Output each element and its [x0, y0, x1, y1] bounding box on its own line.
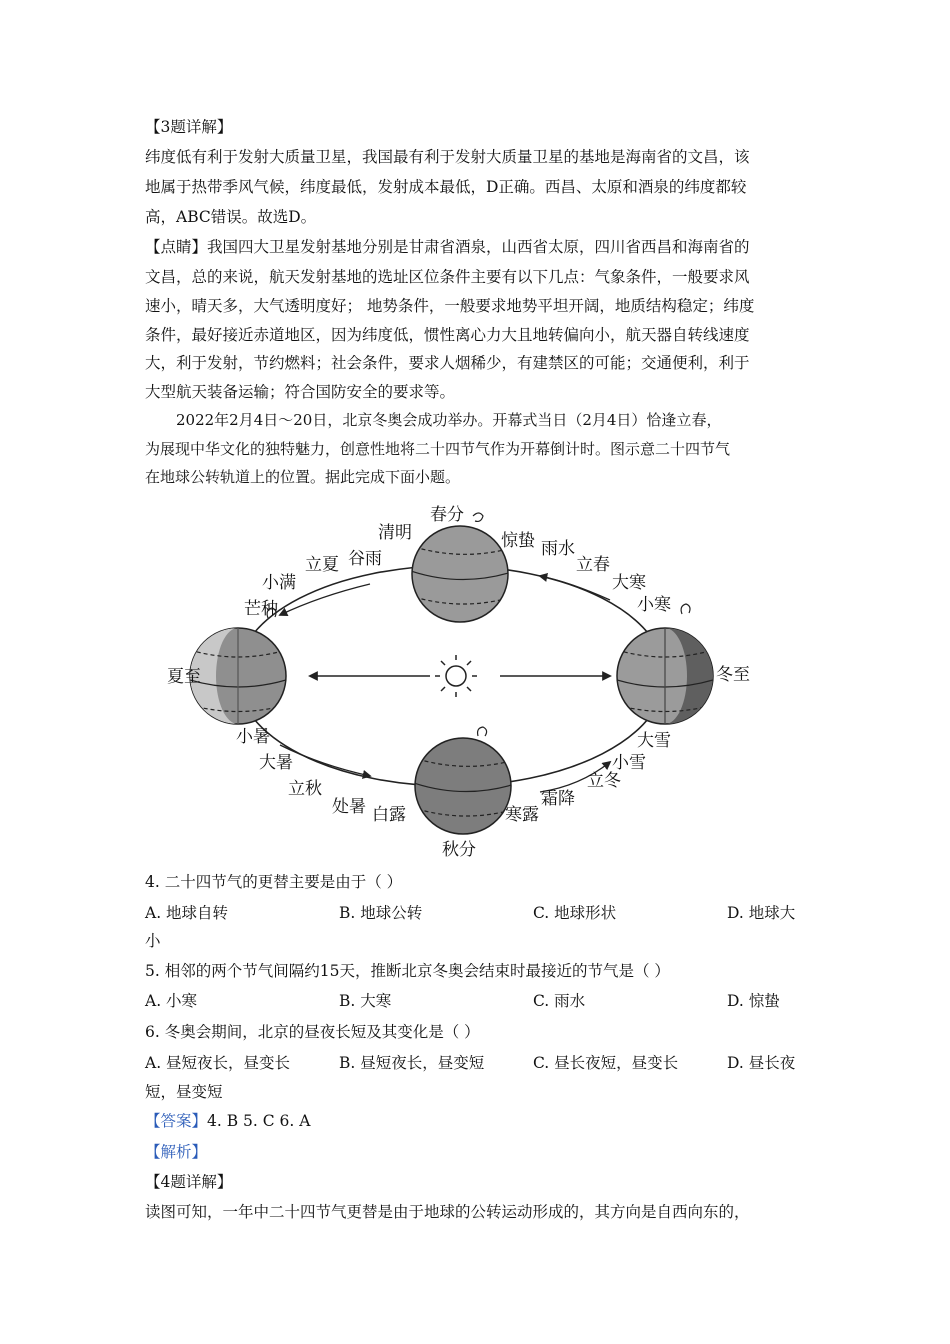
term-lichun: 立春: [576, 555, 610, 575]
q3-detail-line-1: 纬度低有利于发射大质量卫星，我国最有利于发射大质量卫星的基地是海南省的文昌，该: [145, 148, 750, 166]
tip-line-5: 大，利于发射，节约燃料；社会条件，要求人烟稀少，有建禁区的可能；交通便利，利于: [145, 354, 750, 372]
tip-line-3: 速小，晴天多，大气透明度好； 地势条件，一般要求地势平坦开阔，地质结构稳定；纬度: [145, 297, 755, 315]
term-dongzhi: 冬至: [716, 665, 750, 685]
globe-autumn-equinox: [411, 727, 515, 834]
term-dashu: 大暑: [259, 753, 293, 773]
passage-line-2: 为展现中华文化的独特魅力，创意性地将二十四节气作为开幕倒计时。图示意二十四节气: [145, 440, 731, 458]
term-guyu: 谷雨: [348, 549, 382, 569]
q4-option-c: C. 地球形状: [533, 904, 617, 922]
term-qiufen: 秋分: [442, 840, 476, 860]
term-xiaohan: 小寒: [637, 595, 671, 615]
q3-detail-heading: 【3题详解】: [145, 118, 233, 136]
term-bailu: 白露: [372, 805, 406, 825]
q4-detail-heading: 【4题详解】: [145, 1173, 233, 1191]
q6-option-b: B. 昼短夜长，昼变短: [339, 1054, 485, 1072]
q4-option-d: D. 地球大: [727, 904, 796, 922]
q4-stem: 4. 二十四节气的更替主要是由于（ ）: [145, 873, 403, 891]
q3-detail-line-2: 地属于热带季风气候，纬度最低，发射成本最低，D正确。西昌、太原和酒泉的纬度都较: [145, 178, 747, 196]
solar-terms-orbit-diagram: [140, 500, 790, 865]
analysis-label: 【解析】: [145, 1143, 208, 1161]
sun-icon: [435, 655, 477, 697]
q6-option-d-wrap: 短，昼变短: [145, 1083, 223, 1101]
passage-line-3: 在地球公转轨道上的位置。据此完成下面小题。: [145, 468, 461, 486]
q4-option-d-wrap: 小: [145, 932, 161, 950]
q5-option-d: D. 惊蛰: [727, 992, 780, 1010]
globe-winter-solstice: [617, 604, 713, 724]
q4-option-b: B. 地球公转: [339, 904, 423, 922]
term-xiazhi: 夏至: [167, 667, 201, 687]
tip-line-1: 【点睛】我国四大卫星发射基地分别是甘肃省酒泉，山西省太原，四川省西昌和海南省的: [145, 238, 750, 256]
term-dahan: 大寒: [612, 573, 646, 593]
answer-label: 【答案】: [145, 1112, 208, 1130]
term-liqiu: 立秋: [288, 779, 322, 799]
term-xiaoman: 小满: [262, 573, 296, 593]
term-chushu: 处暑: [332, 797, 366, 817]
q5-stem: 5. 相邻的两个节气间隔约15天，推断北京冬奥会结束时最接近的节气是（ ）: [145, 962, 670, 980]
q6-option-d: D. 昼长夜: [727, 1054, 796, 1072]
term-chunfen: 春分: [430, 505, 464, 525]
q5-option-a: A. 小寒: [145, 992, 198, 1010]
term-qingming: 清明: [378, 523, 412, 543]
q6-option-c: C. 昼长夜短，昼变长: [533, 1054, 679, 1072]
term-daxue: 大雪: [637, 731, 671, 751]
q4-detail-line-1: 读图可知，一年中二十四节气更替是由于地球的公转运动形成的，其方向是自西向东的，: [145, 1203, 750, 1221]
q4-option-a: A. 地球自转: [145, 904, 229, 922]
answer-line: [145, 1111, 310, 1131]
tip-line-6: 大型航天装备运输；符合国防安全的要求等。: [145, 383, 456, 401]
term-yushui: 雨水: [541, 539, 575, 559]
term-shuangjiang: 霜降: [541, 789, 575, 809]
answer-text: 4. B 5. C 6. A: [207, 1112, 311, 1130]
globe-spring-equinox: [408, 513, 512, 622]
tip-line-4: 条件，最好接近赤道地区，因为纬度低，惯性离心力大且地转偏向小，航天器自转线速度: [145, 326, 750, 344]
passage-line-1: 2022年2月4日～20日，北京冬奥会成功举办。开幕式当日（2月4日）恰逢立春，: [176, 411, 722, 429]
term-lidong: 立冬: [587, 771, 621, 791]
q6-stem: 6. 冬奥会期间，北京的昼夜长短及其变化是（ ）: [145, 1023, 480, 1041]
q6-option-a: A. 昼短夜长，昼变长: [145, 1054, 291, 1072]
tip-line-2: 文昌，总的来说，航天发射基地的选址区位条件主要有以下几点：气象条件，一般要求风: [145, 268, 750, 286]
q3-detail-line-3: 高，ABC错误。故选D。: [145, 208, 317, 226]
term-hanlu: 寒露: [505, 805, 539, 825]
term-mangzhong: 芒种: [244, 599, 278, 619]
q5-option-c: C. 雨水: [533, 992, 586, 1010]
q5-option-b: B. 大寒: [339, 992, 392, 1010]
globe-summer-solstice: [190, 608, 286, 724]
term-lixia: 立夏: [305, 555, 339, 575]
term-jingzhe: 惊蛰: [501, 531, 535, 551]
term-xiaoxue: 小雪: [612, 753, 646, 773]
term-xiaoshu: 小暑: [236, 727, 270, 747]
